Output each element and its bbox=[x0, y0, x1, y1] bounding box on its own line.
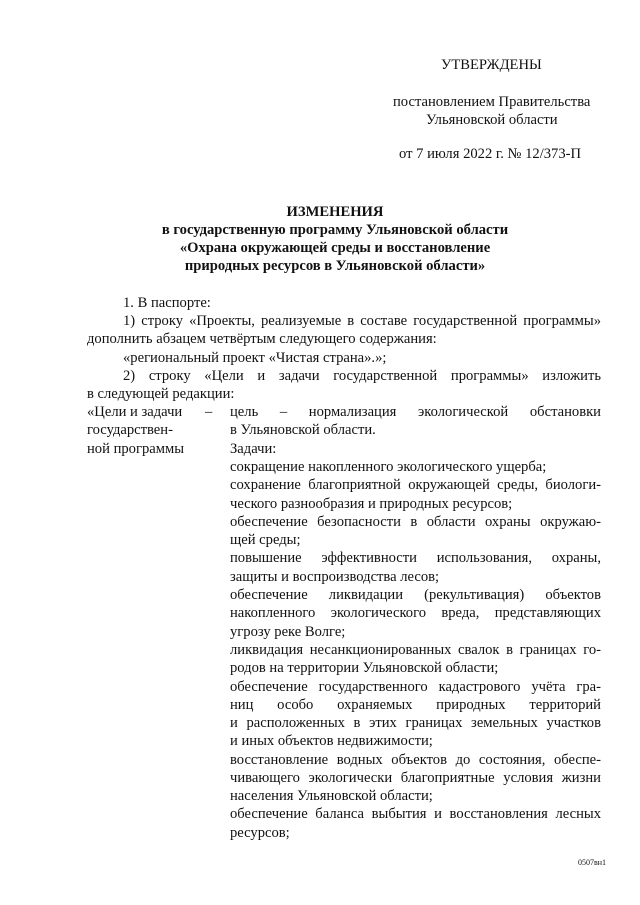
table-label-line-1: «Цели и задачи bbox=[87, 404, 183, 420]
table-line: Задачи: bbox=[230, 441, 277, 457]
approval-title: УТВЕРЖДЕНЫ bbox=[441, 57, 542, 73]
table-line: угрозу реке Волге; bbox=[230, 624, 346, 640]
table-line: восстановление водных объектов до состояния, обеспе- bbox=[230, 752, 601, 768]
document-title: ИЗМЕНЕНИЯ bbox=[286, 204, 384, 220]
table-line: щей среды; bbox=[230, 532, 301, 548]
approval-date: от 7 июля 2022 г. № 12/373-П bbox=[399, 146, 582, 162]
table-line: ликвидация несанкционированных свалок в границах го- bbox=[230, 642, 601, 658]
table-content bbox=[230, 403, 601, 842]
table-line: сокращение накопленного экологического ущерба; bbox=[230, 459, 547, 475]
table-line: чивающего экологически благоприятные условия жизни bbox=[230, 770, 601, 786]
table-label-line-2: государствен- bbox=[87, 422, 173, 438]
paragraph-4-line-1: 2) строку «Цели и задачи государственной программы» изложить bbox=[123, 368, 601, 384]
paragraph-1: 1. В паспорте: bbox=[123, 295, 211, 311]
table-line: цель – нормализация экологической обстановки bbox=[230, 404, 601, 420]
table-line: населения Ульяновской области; bbox=[230, 788, 433, 804]
table-line: защиты и воспроизводства лесов; bbox=[230, 569, 440, 585]
table-label-line-3: ной программы bbox=[87, 441, 185, 457]
table-dash: – bbox=[205, 404, 213, 420]
table-line: обеспечение баланса выбытия и восстановления лесных bbox=[230, 806, 601, 822]
table-line: сохранение благоприятной окружающей среды, биологи- bbox=[230, 477, 601, 493]
document-subtitle-line-3: природных ресурсов в Ульяновской области» bbox=[184, 258, 486, 274]
document-subtitle-line-1: в государственную программу Ульяновской области bbox=[161, 222, 509, 238]
table-line: обеспечение государственного кадастрового учёта гра- bbox=[230, 679, 601, 695]
table-line: обеспечение безопасности в области охраны окружаю- bbox=[230, 514, 601, 530]
table-line: ческого разнообразия и природных ресурсов; bbox=[230, 496, 513, 512]
document-code: 0507вн1 bbox=[578, 858, 607, 867]
paragraph-4-line-2: в следующей редакции: bbox=[87, 386, 235, 402]
table-line: ресурсов; bbox=[230, 825, 290, 841]
table-line: обеспечение ликвидации (рекультивация) объектов bbox=[230, 587, 601, 603]
paragraph-2-line-1: 1) строку «Проекты, реализуемые в составе государственной программы» bbox=[123, 313, 601, 329]
paragraph-3: «региональный проект «Чистая страна».»; bbox=[123, 350, 387, 366]
approval-line-1: постановлением Правительства bbox=[393, 94, 591, 110]
table-line: родов на территории Ульяновской области; bbox=[230, 660, 499, 676]
document-subtitle-line-2: «Охрана окружающей среды и восстановление bbox=[179, 240, 491, 256]
approval-line-2: Ульяновской области bbox=[426, 112, 558, 128]
table-line: и иных объектов недвижимости; bbox=[230, 733, 433, 749]
table-line: в Ульяновской области. bbox=[230, 422, 376, 438]
paragraph-2-line-2: дополнить абзацем четвёртым следующего содержания: bbox=[87, 331, 437, 347]
table-line: и расположенных в этих границах земельных участков bbox=[230, 715, 601, 731]
table-line: накопленного экологического вреда, представляющих bbox=[230, 605, 601, 621]
table-line: ниц особо охраняемых природных территорий bbox=[230, 697, 601, 713]
table-line: повышение эффективности использования, охраны, bbox=[230, 550, 601, 566]
